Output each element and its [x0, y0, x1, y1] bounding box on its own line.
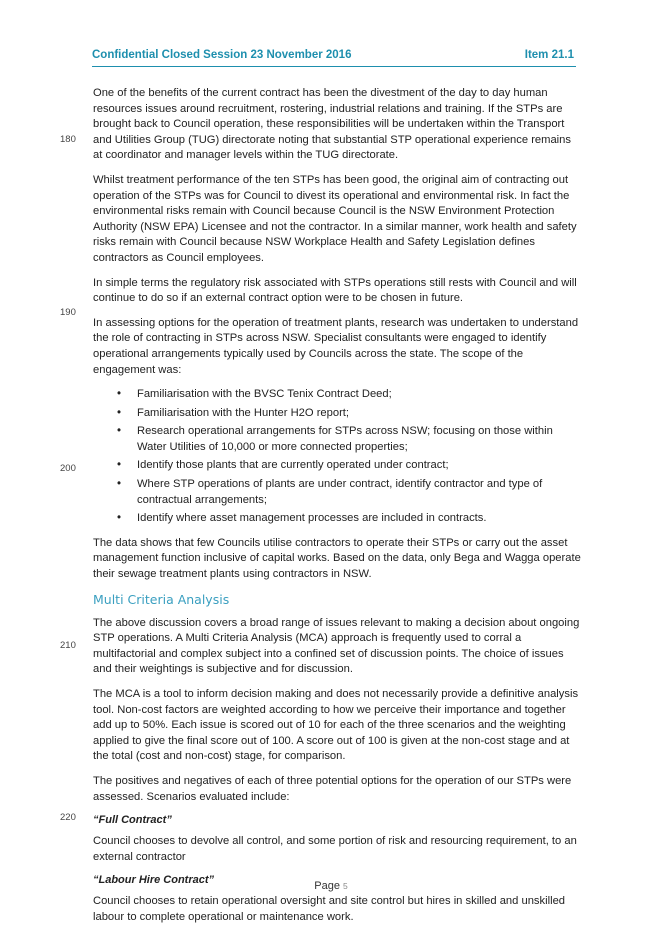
line-number: 180 [60, 134, 76, 145]
scope-list [93, 387, 583, 527]
header-item-number: Item 21.1 [524, 49, 574, 61]
line-number: 200 [60, 463, 76, 474]
section-heading: Multi Criteria Analysis [93, 591, 230, 607]
list-item: • Identify those plants that are currently operated under contract; [117, 458, 583, 474]
paragraph: Council chooses to devolve all control, and some portion of risk and resourcing requirement, to an external contractor [93, 835, 577, 863]
body-text [93, 86, 583, 935]
paragraph: The positives and negatives of each of three potential options for the operation of our STPs were assessed. Scenarios evaluated include: [93, 774, 572, 803]
list-item: • Identify where asset management processes are included in contracts. [117, 511, 583, 527]
paragraph: The above discussion covers a broad range of issues relevant to making a decision about ongoing STP operations. A Multi Criteria Analysis (MCA) approach is frequently used to corral a multifactorial and complex subject into a confined set of discussion points. The choice of issues and their weightings is subjective and for discussion. [93, 616, 580, 676]
line-number: 190 [60, 307, 76, 318]
line-number: 210 [60, 640, 76, 651]
line-number: 220 [60, 812, 76, 823]
paragraph: The data shows that few Councils utilise contractors to operate their STPs or carry out the asset management function inclusive of capital works. Based on the data, only Bega and Wagga operate their sewage treatment plants using contractors in NSW. [93, 536, 581, 581]
page-label: Page [314, 880, 340, 892]
page-number: 5 [343, 881, 348, 891]
paragraph: Council chooses to retain operational oversight and site control but hires in skilled and unskilled labour to complete operational or maintenance work. [93, 895, 566, 923]
paragraph: Whilst treatment performance of the ten STPs has been good, the original aim of contracting out operation of the STPs was for Council to divest its operational and environmental risk. In fact the environmental risks remain with Council because Council is the NSW Environment Protection Authority (NSW EPA) Licensee and not the contractor. In a similar manner, work health and safety risks remain with Council because NSW Workplace Health and Safety Legislation defines contractors as Council employees. [93, 173, 577, 264]
header-title: Confidential Closed Session 23 November 2016 [92, 49, 352, 61]
list-item: • Familiarisation with the BVSC Tenix Contract Deed; [117, 387, 583, 403]
page-footer [0, 880, 662, 892]
paragraph: In assessing options for the operation of treatment plants, research was undertaken to understand the role of contracting in STPs across NSW. Specialist consultants were engaged to identify operational arrangements typically used by Councils across the state. The scope of the engagement was: [93, 316, 579, 376]
paragraph: The MCA is a tool to inform decision making and does not necessarily provide a definitive analysis tool. Non-cost factors are weighted according to how we perceive their importance and together add up to 50%. Each issue is scored out of 10 for each of the three scenarios and the weighting applied to give the final score out of 100. A score out of 100 is given at the non-cost stage and at the total (cost and non-cost) stage, for comparison. [93, 688, 579, 763]
list-item: • Research operational arrangements for STPs across NSW; focusing on those within Water Utilities of 10,000 or more connected properties; [117, 424, 583, 455]
scenario-heading: “Full Contract” [93, 814, 172, 827]
list-item: • Familiarisation with the Hunter H2O report; [117, 406, 583, 422]
scenario-heading: “Labour Hire Contract” [93, 874, 215, 887]
paragraph: One of the benefits of the current contract has been the divestment of the day to day human resources issues around recruitment, rostering, industrial relations and training. If the STPs are brought back to Council operation, these responsibilities will be undertaken within the Transport and Utilities Group (TUG) directorate noting that substantial STP operational experience remains at coordinator and manager levels within the TUG directorate. [93, 87, 571, 162]
list-item: • Where STP operations of plants are under contract, identify contractor and type of contractual arrangements; [117, 477, 583, 508]
paragraph: In simple terms the regulatory risk associated with STPs operations still rests with Council and will continue to do so if an external contract option were to be chosen in future. [93, 276, 577, 305]
header-rule [92, 66, 576, 67]
